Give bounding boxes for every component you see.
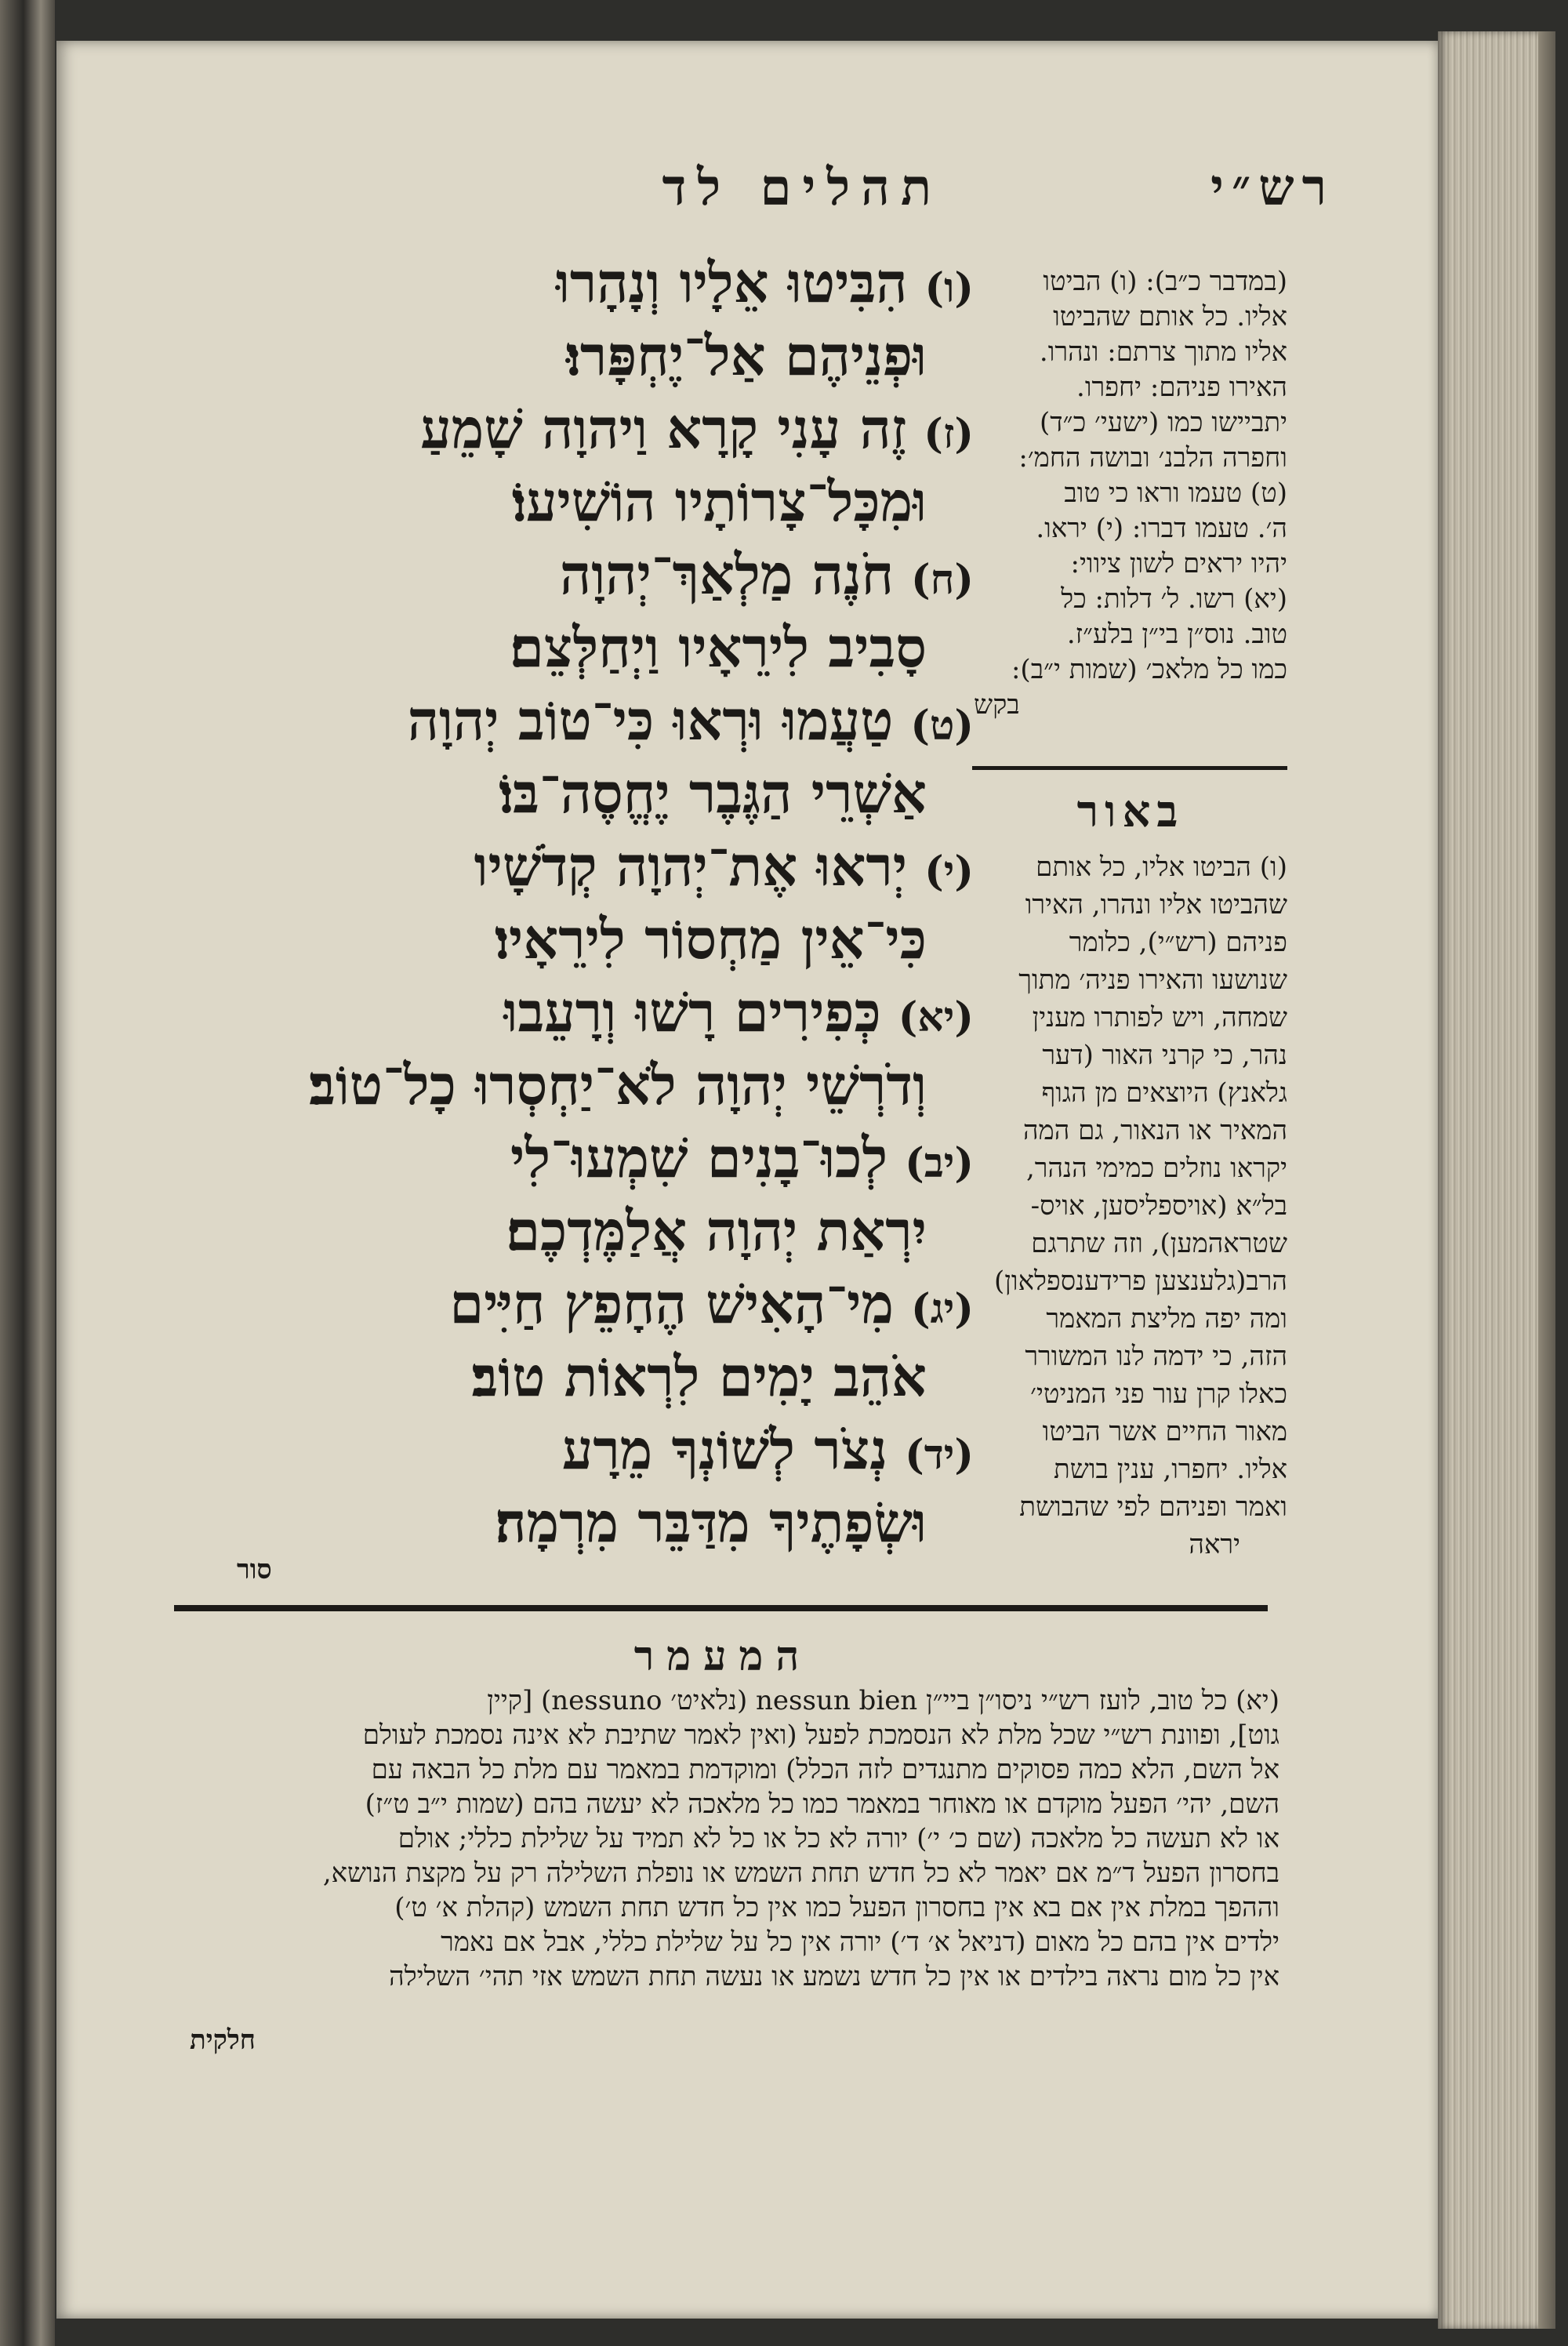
verse-line xyxy=(151,830,974,902)
verse-text: סָבִיב לִירֵאָיו וַיְחַלְּצֵם׃ xyxy=(510,615,927,680)
verse-number: (ז) xyxy=(924,410,974,458)
verse-number: (יד) xyxy=(905,1431,974,1479)
verse-line xyxy=(151,902,974,975)
verse-text: מִי־הָאִישׁ הֶחָפֵץ חַיִּים xyxy=(449,1271,894,1336)
hameamer-line: בחסרון הפעל ד״מ אם יאמר לא כל חדש תחת השמש או נופלת השלילה רק על מקצת הנושא, xyxy=(322,1858,1279,1889)
rashi-line: (ט) טעמו וראו כי טוב xyxy=(1064,478,1287,509)
verse-text: וְדֹרְשֵׁי יְהוָה לֹא־יַחְסְרוּ כָל־טוֹב׃ xyxy=(309,1052,927,1117)
biur-title: באור xyxy=(1076,786,1185,837)
rashi-catchword: בקש xyxy=(974,689,1020,721)
verse-number: (ח) xyxy=(911,556,974,604)
biur-commentary xyxy=(974,848,1287,1563)
hameamer-line: וההפך במלת אין אם בא אין בחסרון הפעל כמו אין כל חדש תחת השמש (קהלת א׳ ט׳) xyxy=(394,1892,1279,1923)
psalm-column xyxy=(151,246,974,1559)
catchword-bottom: חלקית xyxy=(190,2025,256,2056)
biur-line: הרב(גלענצען פרידענספלאון) xyxy=(993,1266,1287,1297)
biur-line: גלאנץ) היוצאים מן הגוף xyxy=(1041,1077,1287,1109)
hameamer-title: המעמר xyxy=(633,1632,812,1680)
hameamer-line: השם, יהי׳ הפעל מוקדם או מאוחר במאמר כמו כל מלאכה לא יעשה בהם (שמות י״ב ט״ז) xyxy=(365,1789,1279,1820)
catchword-main: סור xyxy=(237,1554,272,1585)
rashi-line: יהיו יראים לשון ציווי: xyxy=(1070,548,1287,579)
verse-number: (יג) xyxy=(910,1285,974,1333)
biur-line: שנושעו והאירו פניה׳ מתוך xyxy=(1018,964,1287,996)
verse-text: וּשְׂפָתֶיךָ מִדַּבֵּר מִרְמָה׃ xyxy=(495,1490,927,1555)
biur-line: מאור החיים אשר הביטו xyxy=(1042,1416,1287,1447)
hameamer-line: או לא תעשה כל מלאכה (שם כ׳ י׳) יורה לא כל או כל לא תמיד על שלילת כללי; אולם xyxy=(397,1823,1279,1854)
verse-text: וּפְנֵיהֶם אַל־יֶחְפָּרוּ׃ xyxy=(565,323,927,388)
verse-number: (יא) xyxy=(898,993,974,1041)
verse-text: לְכוּ־בָנִים שִׁמְעוּ־לִי xyxy=(510,1125,888,1190)
verse-line xyxy=(151,1267,974,1340)
hameamer-line: ילדים אין בהם כל מאום (דניאל א׳ ד׳) יורה אין כל על שלילת כללי, אבל אם נאמר xyxy=(441,1927,1279,1958)
rashi-line: אליו מתוך צרתם: ונהרו. xyxy=(1039,336,1287,368)
verse-text: הִבִּיטוּ אֵלָיו וְנָהָרוּ xyxy=(556,250,908,315)
rashi-line: כמו כל מלאכ׳ (שמות י״ב): xyxy=(1011,654,1287,685)
verse-line xyxy=(151,1340,974,1413)
verse-text: וּמִכָּל־צָרוֹתָיו הוֹשִׁיעוֹ׃ xyxy=(511,469,927,534)
verse-text: נְצֹר לְשׁוֹנְךָ מֵרָע xyxy=(561,1417,888,1482)
verse-line xyxy=(151,392,974,465)
biur-line: הזה, כי ידמה לנו המשורר xyxy=(1025,1341,1287,1372)
hameamer-line: גוט], ופוונת רש״י שכל מלת לא הנסמכת לפעל (ואין לאמר שתיבת לא אינה נסמכת לעולם xyxy=(362,1720,1279,1751)
verse-text: כְּפִירִים רָשׁוּ וְרָעֵבוּ xyxy=(503,979,881,1044)
book-cover-edge xyxy=(0,0,55,2346)
biur-line: שהביטו אליו ונהרו, האירו xyxy=(1025,889,1287,921)
column-rule xyxy=(972,766,1287,770)
rashi-line: טוב. נוס״ן בי״ן בלע״ז. xyxy=(1066,619,1287,650)
verse-text: כִּי־אֵין מַחְסוֹר לִירֵאָיו׃ xyxy=(495,906,927,971)
page-stack-edges xyxy=(1438,31,1555,2329)
hameamer-notes xyxy=(166,1683,1279,1994)
biur-line: המאיר או הנאור, גם המה xyxy=(1023,1115,1287,1146)
rashi-line: אליו. כל אותם שהביטו xyxy=(1053,301,1287,332)
verse-line xyxy=(151,684,974,757)
verse-line xyxy=(151,1413,974,1486)
hameamer-line: (יא) כל טוב, לועז רש״י ניסו״ן ביי״ן nessun bien (נלאיט׳ nessuno) [קיין xyxy=(487,1685,1279,1716)
biur-line: שמחה, ויש לפותרו מענין xyxy=(1032,1002,1287,1033)
verse-line xyxy=(151,465,974,538)
biur-line: ואמר ופניהם לפי שהבושת xyxy=(1019,1491,1287,1523)
page-title: תהלים לד xyxy=(662,158,942,217)
verse-line xyxy=(151,538,974,611)
rashi-line: (במדבר כ״ב): (ו) הביטו xyxy=(1043,266,1287,297)
book-page xyxy=(56,41,1438,2319)
biur-line: אליו. יחפרו, ענין בושת xyxy=(1054,1454,1287,1485)
verse-number: (ט) xyxy=(910,702,974,750)
verse-line xyxy=(151,1194,974,1267)
verse-text: טַעֲמוּ וּרְאוּ כִּי־טוֹב יְהוָה xyxy=(407,688,894,753)
verse-text: אֹהֵב יָמִים לִרְאוֹת טוֹב׃ xyxy=(471,1344,927,1409)
rashi-line: (יא) רשו. ל׳ דלות: כל xyxy=(1061,583,1287,615)
verse-line xyxy=(151,319,974,392)
rashi-line: האירו פניהם: יחפרו. xyxy=(1076,372,1287,403)
verse-text: חֹנֶה מַלְאַךְ־יְהוָה xyxy=(560,542,895,607)
biur-line: (ו) הביטו אליו, כל אותם xyxy=(1036,852,1287,883)
verse-line xyxy=(151,1486,974,1559)
verse-line xyxy=(151,757,974,830)
verse-line xyxy=(151,611,974,684)
biur-line: ומה יפה מליצת המאמר xyxy=(1046,1303,1287,1335)
verse-text: זֶה עָנִי קָרָא וַיהוָה שָׁמֵעַ xyxy=(420,396,907,461)
verse-line xyxy=(151,246,974,319)
verse-line xyxy=(151,975,974,1048)
verse-line xyxy=(151,1121,974,1194)
verse-text: אַשְׁרֵי הַגֶּבֶר יֶחֱסֶה־בּוֹ׃ xyxy=(499,761,927,826)
biur-line: כאלו קרן עור פני המניטי׳ xyxy=(1030,1378,1287,1410)
verse-number: (י) xyxy=(924,848,974,895)
biur-line: יראה xyxy=(1189,1529,1240,1560)
biur-line: נהר, כי קרני האור (דער xyxy=(1042,1040,1287,1071)
verse-text: יִרְאַת יְהוָה אֲלַמֶּדְכֶם׃ xyxy=(506,1198,927,1263)
hameamer-line: אין כל מום נראה בילדים או אין כל חדש נשמע או נעשה תחת השמש אזי תהי׳ השלילה xyxy=(389,1961,1279,1992)
verse-number: (יב) xyxy=(905,1139,974,1187)
hameamer-line: אל השם, הלא כמה פסוקים מתנגדים לזה הכלל) ומוקדמת במאמר עם מלת כל הבאה עם xyxy=(371,1754,1279,1785)
section-divider xyxy=(174,1605,1268,1611)
biur-line: שטראהמען), וזה שתרגם xyxy=(1031,1228,1287,1259)
rashi-line: וחפרה הלבנ׳ ובושה החמ׳: xyxy=(1018,442,1287,474)
rashi-line: יתביישו כמו (ישעי׳ כ״ד) xyxy=(1040,407,1287,438)
rashi-line: ה׳. טעמו דברו: (י) יראו. xyxy=(1036,513,1287,544)
verse-number: (ו) xyxy=(924,264,974,312)
verse-line xyxy=(151,1048,974,1121)
biur-line: יקראו נוזלים כמימי הנהר, xyxy=(1025,1153,1287,1184)
biur-line: בל״א (אויספליסען, אויס- xyxy=(1030,1190,1287,1222)
rashi-title: רש״י xyxy=(1210,158,1334,217)
biur-line: פניהם (רש״י), כלומר xyxy=(1069,927,1287,958)
verse-text: יְראוּ אֶת־יְהוָה קְדֹשָׁיו xyxy=(474,833,908,899)
rashi-commentary xyxy=(974,264,1287,723)
